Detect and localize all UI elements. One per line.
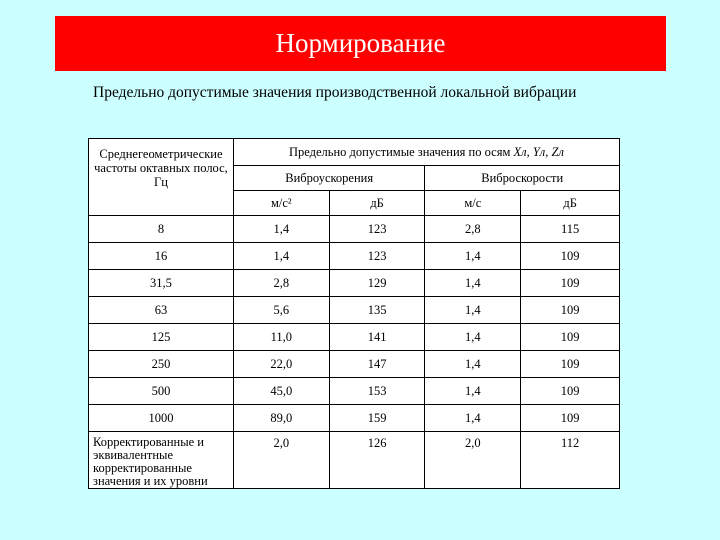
vel-db-cell: 109	[521, 405, 620, 432]
accel-cell: 89,0	[233, 405, 329, 432]
accel-db-cell: 135	[329, 297, 425, 324]
axis-z-label: Zл	[551, 144, 564, 159]
table-row	[89, 324, 620, 351]
vel-cell: 1,4	[425, 324, 521, 351]
vel-db-cell: 109	[521, 297, 620, 324]
vel-db-cell: 115	[521, 216, 620, 243]
accel-cell: 11,0	[233, 324, 329, 351]
table-row	[89, 270, 620, 297]
limits-header: Предельно допустимые значения по осям Xл, Yл, Zл	[233, 139, 619, 166]
freq-cell: 1000	[89, 405, 234, 432]
accel-cell: 1,4	[233, 243, 329, 270]
vel-db-cell: 109	[521, 270, 620, 297]
vel-db-cell: 112	[521, 432, 620, 489]
vel-cell: 1,4	[425, 351, 521, 378]
freq-cell: 63	[89, 297, 234, 324]
vel-db-cell: 109	[521, 351, 620, 378]
unit-velocity: м/с	[425, 191, 521, 216]
unit-velocity-db: дБ	[521, 191, 620, 216]
freq-cell: 8	[89, 216, 234, 243]
unit-acceleration-db: дБ	[329, 191, 425, 216]
table-row	[89, 243, 620, 270]
vel-cell: 2,0	[425, 432, 521, 489]
accel-db-cell: 123	[329, 216, 425, 243]
slide-subtitle: Предельно допустимые значения производственной локальной вибрации	[93, 84, 577, 101]
vel-cell: 1,4	[425, 270, 521, 297]
corrected-label-cell: Корректированные и эквивалентные корректированные значения и их уровни	[89, 432, 234, 489]
unit-acceleration: м/с²	[233, 191, 329, 216]
accel-db-cell: 126	[329, 432, 425, 489]
vel-db-cell: 109	[521, 243, 620, 270]
table-row	[89, 405, 620, 432]
table-row	[89, 297, 620, 324]
vel-cell: 1,4	[425, 243, 521, 270]
axis-y-label: Yл	[532, 144, 546, 159]
freq-cell: 250	[89, 351, 234, 378]
freq-cell: 125	[89, 324, 234, 351]
accel-db-cell: 141	[329, 324, 425, 351]
vel-cell: 1,4	[425, 297, 521, 324]
table-row	[89, 216, 620, 243]
accel-db-cell: 159	[329, 405, 425, 432]
accel-db-cell: 147	[329, 351, 425, 378]
accel-db-cell: 129	[329, 270, 425, 297]
freq-cell: 31,5	[89, 270, 234, 297]
accel-cell: 1,4	[233, 216, 329, 243]
accel-cell: 5,6	[233, 297, 329, 324]
accel-db-cell: 153	[329, 378, 425, 405]
slide-title: Нормирование	[55, 16, 666, 71]
accel-cell: 45,0	[233, 378, 329, 405]
freq-cell: 500	[89, 378, 234, 405]
freq-cell: 16	[89, 243, 234, 270]
vel-cell: 1,4	[425, 378, 521, 405]
accel-cell: 2,0	[233, 432, 329, 489]
acceleration-header: Виброускорения	[233, 166, 425, 191]
table-row	[89, 378, 620, 405]
vel-cell: 2,8	[425, 216, 521, 243]
accel-db-cell: 123	[329, 243, 425, 270]
vibration-limits-table	[88, 138, 620, 489]
axis-x-label: Xл	[513, 144, 527, 159]
accel-cell: 2,8	[233, 270, 329, 297]
vel-cell: 1,4	[425, 405, 521, 432]
table-row	[89, 351, 620, 378]
vel-db-cell: 109	[521, 324, 620, 351]
accel-cell: 22,0	[233, 351, 329, 378]
velocity-header: Виброскорости	[425, 166, 620, 191]
frequency-header: Среднегеометрические частоты октавных полос, Гц	[89, 139, 234, 216]
vel-db-cell: 109	[521, 378, 620, 405]
table-row-corrected	[89, 432, 620, 489]
